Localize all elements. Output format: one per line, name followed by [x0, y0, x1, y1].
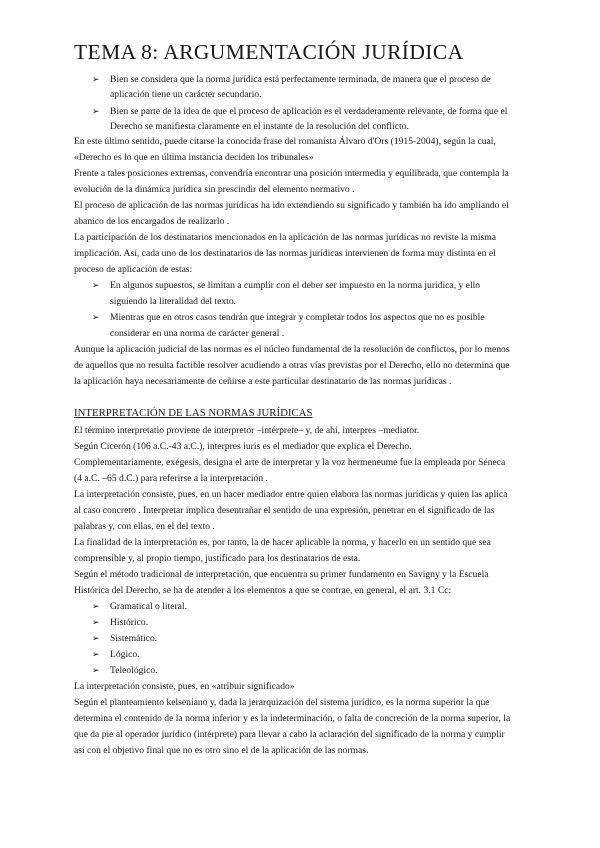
- text-line: Bien se considera que la norma jurídica está perfectamente terminada, de manera que el proceso de: [110, 74, 491, 85]
- text-line: implicación. Así, cada uno de los destinatarios de las normas jurídicas intervienen de forma muy distinta en el: [74, 248, 496, 259]
- text-line: El término interpretatio proviene de interpretor –intérprete– y, de ahí, interpres –mediator.: [74, 425, 420, 436]
- text-line: al caso concreto . Interpretar implica desentrañar el sentido de una expresión, penetrar en el significado de las: [74, 505, 495, 516]
- list-item: Histórico.: [110, 617, 149, 628]
- text-line: determina el contenido de la norma inferior y es la indeterminación, o falta de concreción de la norma superior, la: [74, 713, 511, 724]
- text-line: La participación de los destinatarios mencionados en la aplicación de las normas jurídicas no reviste la misma: [74, 232, 496, 243]
- text-line: El proceso de aplicación de las normas jurídicas ha ido extendiendo su significado y también ha ido ampliando el: [74, 200, 509, 211]
- text-line: abanico de los encargados de realizarlo .: [74, 216, 230, 227]
- bullet-arrow-icon: ➢: [92, 666, 100, 676]
- text-line: proceso de aplicación de estas:: [74, 264, 193, 275]
- section-heading: INTERPRETACIÓN DE LAS NORMAS JURÍDICAS: [74, 407, 313, 419]
- list-item: Sistemático.: [110, 633, 158, 644]
- bullet-arrow-icon: ➢: [92, 75, 100, 85]
- text-line: Según el planteamiento kelseniano y, dada la jerarquización del sistema jurídico, es la norma superior la que: [74, 697, 490, 708]
- text-line: palabras y, con ellas, en el del texto .: [74, 521, 215, 532]
- text-line: evolución de la dinámica jurídica sin prescindir del elemento normativo .: [74, 184, 355, 195]
- text-line: aplicación tiene un carácter secundario.: [110, 89, 262, 100]
- bullet-arrow-icon: ➢: [92, 618, 100, 628]
- text-line: Mientras que en otros casos tendrán que integrar y completar todos los aspectos que no es posible: [110, 312, 485, 323]
- text-line: Histórica del Derecho, se ha de atender a los elementos a que se contrae, en general, el art. 3.1 Cc:: [74, 585, 452, 596]
- text-line: así con el objetivo final que no es otro sino el de la aplicación de las normas.: [74, 745, 369, 756]
- text-line: La interpretación consiste, pues, en un hacer mediador entre quien elabora las normas jurídicas y quien las aplica: [74, 489, 508, 500]
- text-line: que da pie al operador jurídico (intérprete) para llevar a cabo la aclaración del significado de la norma y cumplir: [74, 729, 505, 740]
- text-line: Aunque la aplicación judicial de las normas es el núcleo fundamental de la resolución de conflictos, por lo menos: [74, 344, 510, 355]
- list-item: Gramatical o literal.: [110, 601, 187, 612]
- list-item: Lógico.: [110, 649, 140, 660]
- page-title: TEMA 8: ARGUMENTACIÓN JURÍDICA: [74, 40, 464, 64]
- bullet-arrow-icon: ➢: [92, 313, 100, 323]
- bullet-arrow-icon: ➢: [92, 107, 100, 117]
- text-line: Según el método tradicional de interpretación, que encuentra su primer fundamento en Savigny y la Escuela: [74, 569, 489, 580]
- text-line: «Derecho es lo que en última instancia deciden los tribunales»: [74, 152, 314, 163]
- text-line: la aplicación haya necesariamente de ceñirse a este particular destinatario de las normas jurídicas .: [74, 376, 452, 387]
- text-line: Bien se parte de la idea de que el proceso de aplicación es el verdaderamente relevante, de forma que el: [110, 106, 508, 117]
- text-line: considerar en una norma de carácter general .: [110, 328, 285, 339]
- bullet-arrow-icon: ➢: [92, 602, 100, 612]
- text-line: La finalidad de la interpretación es, por tanto, la de hacer aplicable la norma, y hacerlo en un sentido que sea: [74, 537, 491, 548]
- text-line: Complementariamente, exégesis, designa el arte de interpretar y la voz hermeneume fue la empleada por Séneca: [74, 457, 506, 468]
- bullet-arrow-icon: ➢: [92, 650, 100, 660]
- text-line: En este último sentido, puede citarse la conocida frase del romanista Álvaro d'Ors (1915-2004), según la cual,: [74, 136, 496, 147]
- text-line: siguiendo la literalidad del texto.: [110, 296, 237, 307]
- list-item: Teleológico.: [110, 665, 158, 676]
- text-line: Derecho se manifiesta claramente en el instante de la resolución del conflicto.: [110, 121, 409, 132]
- text-line: comprensible y, al propio tiempo, justificado para los destinatarios de esta.: [74, 553, 361, 564]
- bullet-arrow-icon: ➢: [92, 634, 100, 644]
- text-line: Frente a tales posiciones extremas, convendría encontrar una posición intermedia y equilibrada, que contempla la: [74, 168, 509, 179]
- text-line: La interpretación consiste, pues, en «atribuir significado»: [74, 681, 295, 692]
- text-line: Según Cicerón (106 a.C.-43 a.C.), interpres iuris es el mediador que explica el Derecho.: [74, 441, 412, 452]
- text-line: En algunos supuestos, se limitan a cumplir con el deber ser impuesto en la norma jurídica, y ello: [110, 280, 481, 291]
- text-line: (4 a.C. –65 d.C.) para referirse a la interpretación .: [74, 473, 268, 484]
- bullet-arrow-icon: ➢: [92, 281, 100, 291]
- text-line: de aquellos que no resulta factible resolver acudiendo a otras vías previstas por el Derecho, ello no determina que: [74, 360, 510, 371]
